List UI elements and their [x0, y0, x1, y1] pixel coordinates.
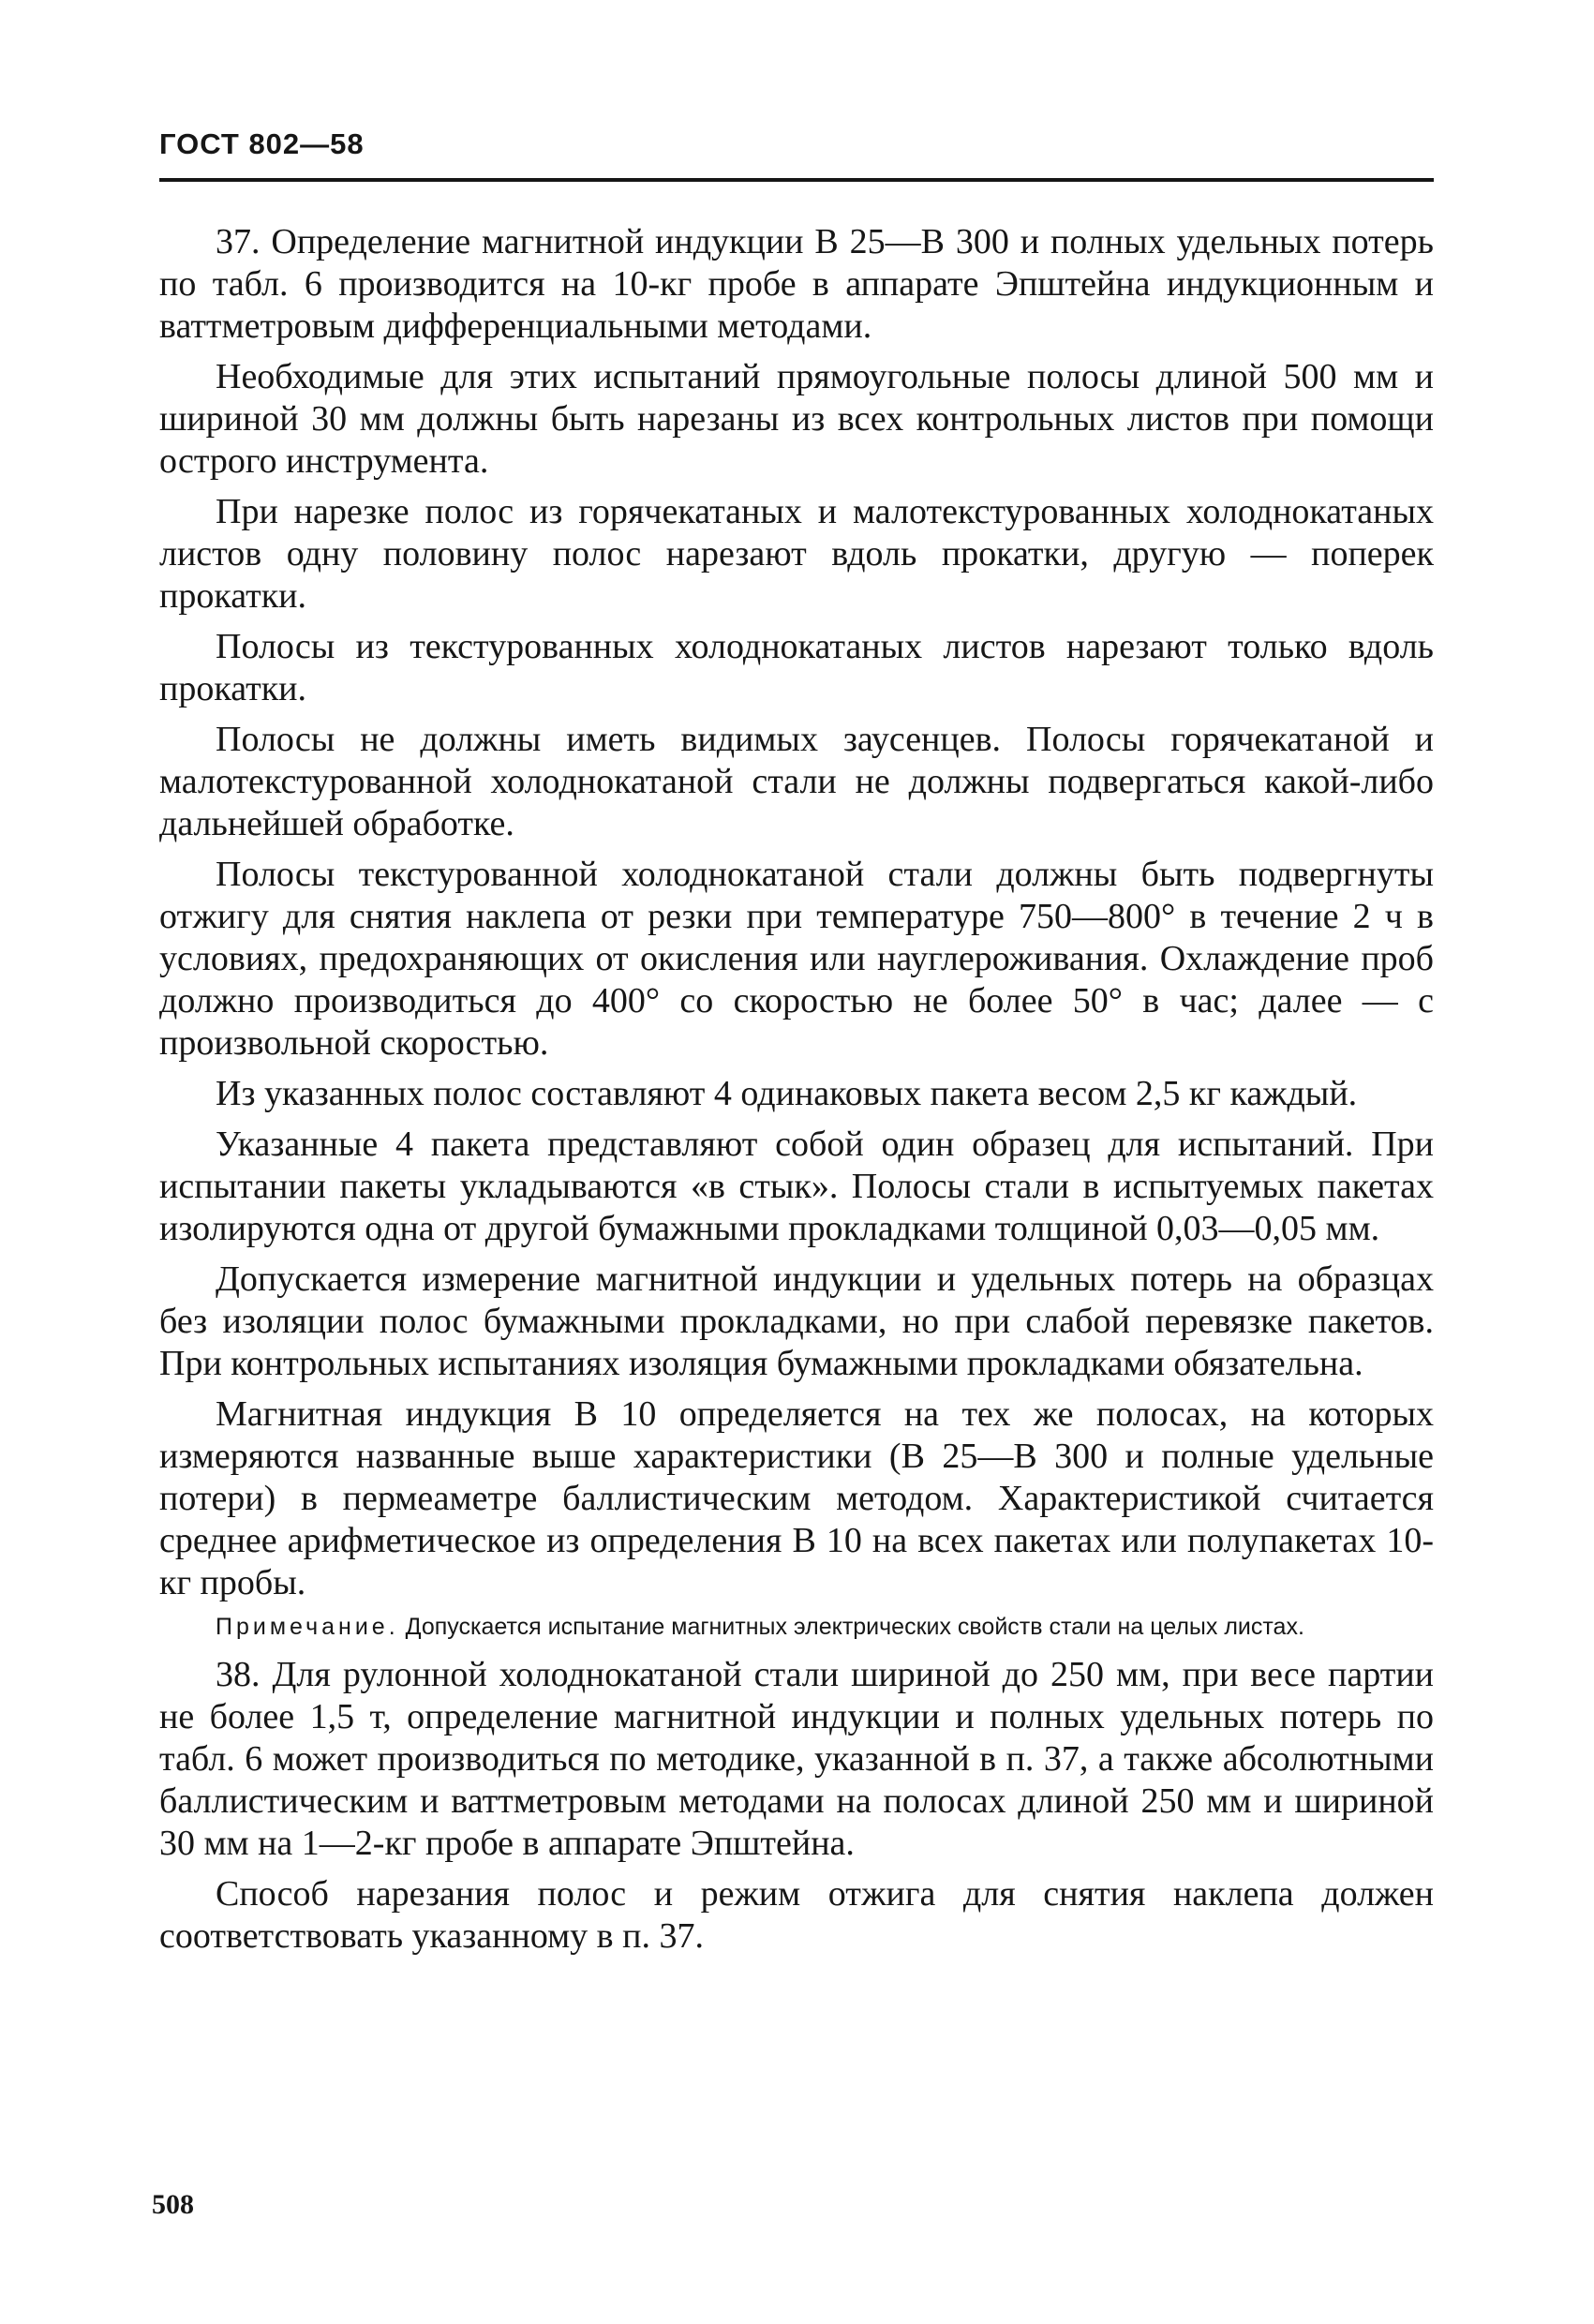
- paragraph: При нарезке полос из горячекатаных и малотекстурованных холоднокатаных листов одну половину полос нарезают вдоль прокатки, другую — поперек прокатки.: [159, 492, 1434, 616]
- page-header: ГОСТ 802—58: [159, 127, 365, 160]
- paragraph: Магнитная индукция В 10 определяется на тех же полосах, на которых измеряются названные выше характеристики (В 25—В 300 и полные удельные потери) в пермеаметре баллистическим методом. Характеристикой считается среднее арифметическое из определения В 10 на всех пакетах или полупакетах 10-кг пробы.: [159, 1394, 1434, 1602]
- paragraph: Из указанных полос составляют 4 одинаковых пакета весом 2,5 кг каждый.: [216, 1074, 1358, 1113]
- paragraph-37: 37. Определение магнитной индукции В 25—В 300 и полных удельных потерь по табл. 6 производится на 10-кг пробе в аппарате Эпштейна индукционным и ваттметровым дифференциальными методами.: [159, 222, 1434, 346]
- note-label: Примечание.: [216, 1614, 399, 1640]
- paragraph-38: 38. Для рулонной холоднокатаной стали шириной до 250 мм, при весе партии не более 1,5 т, определение магнитной индукции и полных удельных потерь по табл. 6 может производиться по методике, указанной в п. 37, а также абсолютными баллистическим и ваттметровым методами на полосах длиной 250 мм и шириной 30 мм на 1—2-кг пробе в аппарате Эпштейна.: [159, 1655, 1434, 1863]
- paragraph: Полосы не должны иметь видимых заусенцев. Полосы горячекатаной и малотекстурованной холоднокатаной стали не должны подвергаться какой-либо дальнейшей обработке.: [159, 720, 1434, 843]
- paragraph: Полосы текстурованной холоднокатаной стали должны быть подвергнуты отжигу для снятия наклепа от резки при температуре 750—800° в течение 2 ч в условиях, предохраняющих от окисления или науглероживания. Охлаждение проб должно производиться до 400° со скоростью не более 50° в час; далее — с произвольной скоростью.: [159, 855, 1434, 1063]
- paragraph: Указанные 4 пакета представляют собой один образец для испытаний. При испытании пакеты укладываются «в стык». Полосы стали в испытуемых пакетах изолируются одна от другой бумажными прокладками толщиной 0,03—0,05 мм.: [159, 1125, 1434, 1248]
- paragraph: Полосы из текстурованных холоднокатаных листов нарезают только вдоль прокатки.: [159, 627, 1434, 708]
- paragraph: Способ нарезания полос и режим отжига для снятия наклепа должен соответствовать указанному в п. 37.: [159, 1874, 1434, 1956]
- document-body: [159, 221, 1434, 1966]
- page-number: 508: [152, 2189, 194, 2220]
- note-text: Допускается испытание магнитных электрических свойств стали на целых листах.: [405, 1614, 1304, 1640]
- header-rule: [159, 178, 1434, 182]
- paragraph: Необходимые для этих испытаний прямоугольные полосы длиной 500 мм и шириной 30 мм должны быть нарезаны из всех контрольных листов при помощи острого инструмента.: [159, 357, 1434, 481]
- paragraph: Допускается измерение магнитной индукции и удельных потерь на образцах без изоляции полос бумажными прокладками, но при слабой перевязке пакетов. При контрольных испытаниях изоляция бумажными прокладками обязательна.: [159, 1259, 1434, 1383]
- note: [159, 1613, 1434, 1641]
